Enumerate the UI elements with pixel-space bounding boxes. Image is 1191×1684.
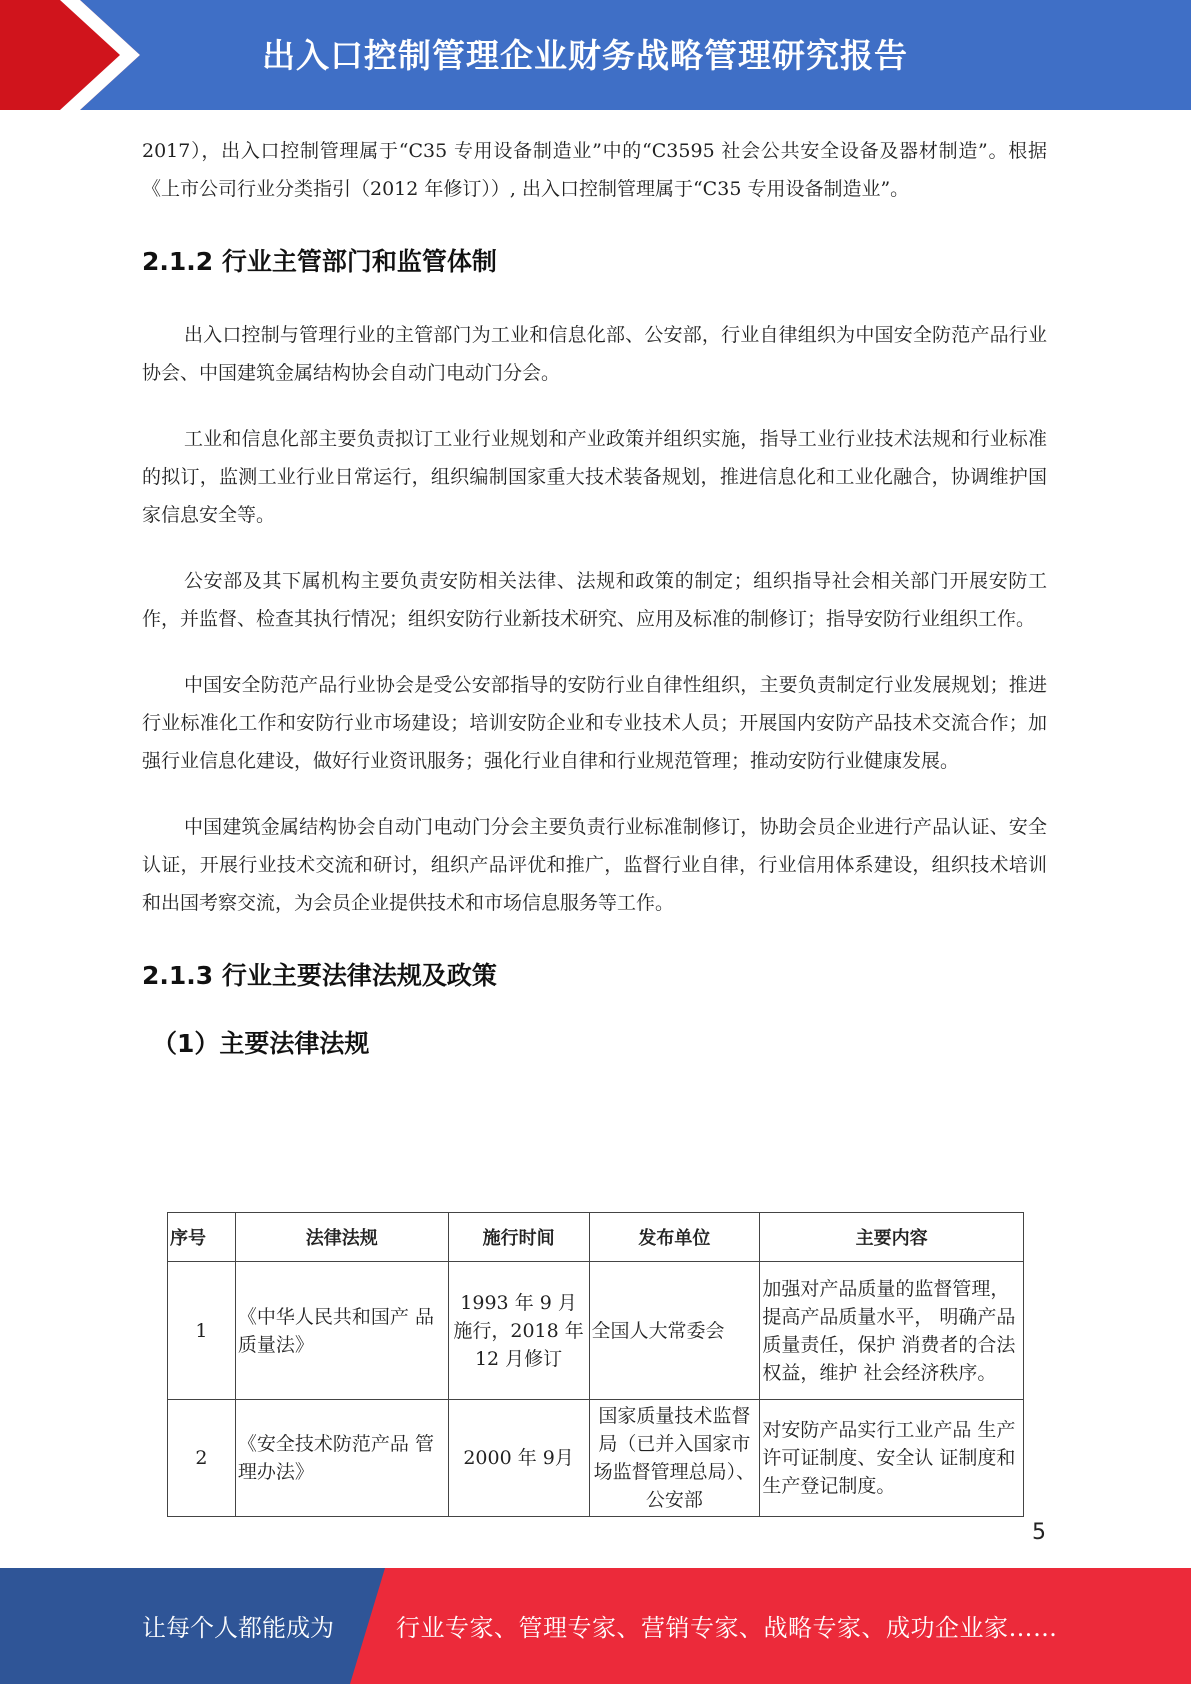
subsection-heading: （1）主要法律法规 <box>152 1029 370 1058</box>
table-cell: 2 <box>168 1400 236 1517</box>
main-content <box>142 132 1047 1064</box>
page-header <box>0 0 1191 110</box>
table-cell: 《安全技术防范产品 管理办法》 <box>235 1400 448 1517</box>
table-cell: 对安防产品实行工业产品 生产许可证制度、安全认 证制度和生产登记制度。 <box>760 1400 1024 1517</box>
table-cell: 2000 年 9月 <box>448 1400 589 1517</box>
section-heading-2-1-3: 2.1.3 行业主要法律法规及政策 <box>142 961 497 990</box>
paragraph: 中国建筑金属结构协会自动门电动门分会主要负责行业标准制修订，协助会员企业进行产品认证、安全认证，开展行业技术交流和研讨，组织产品评优和推广，监督行业自律，行业信用体系建设，组织技术培训和出国考察交流，为会员企业提供技术和市场信息服务等工作。 <box>142 816 1047 914</box>
footer-slogan-right: 行业专家、管理专家、营销专家、战略专家、成功企业家…… <box>396 1614 1058 1642</box>
table-row <box>168 1262 1024 1400</box>
column-header: 序号 <box>168 1213 236 1262</box>
paragraph: 中国安全防范产品行业协会是受公安部指导的安防行业自律性组织，主要负责制定行业发展规划；推进行业标准化工作和安防行业市场建设；培训安防企业和专业技术人员；开展国内安防产品技术交流合作；加强行业信息化建设，做好行业资讯服务；强化行业自律和行业规范管理；推动安防行业健康发展。 <box>142 674 1047 772</box>
paragraph: 出入口控制与管理行业的主管部门为工业和信息化部、公安部，行业自律组织为中国安全防范产品行业协会、中国建筑金属结构协会自动门电动门分会。 <box>142 324 1047 384</box>
table-cell: 《中华人民共和国产 品质量法》 <box>235 1262 448 1400</box>
table-cell: 1993 年 9 月 施行，2018 年 12 月修订 <box>448 1262 589 1400</box>
column-header: 发布单位 <box>589 1213 760 1262</box>
table-header-row <box>168 1213 1024 1262</box>
section-heading-2-1-2: 2.1.2 行业主管部门和监管体制 <box>142 247 497 276</box>
intro-paragraph: 2017），出入口控制管理属于“C35 专用设备制造业”中的“C3595 社会公共安全设备及器材制造”。根据《上市公司行业分类指引（2012 年修订））, 出入口控制管理属于“C35 专用设备制造业”。 <box>142 140 1047 200</box>
footer-slogan-left: 让每个人都能成为 <box>142 1614 334 1642</box>
report-title: 出入口控制管理企业财务战略管理研究报告 <box>262 36 908 75</box>
header-red-arrow <box>0 0 150 110</box>
laws-table <box>167 1212 1024 1517</box>
paragraph: 公安部及其下属机构主要负责安防相关法律、法规和政策的制定；组织指导社会相关部门开展安防工作，并监督、检查其执行情况；组织安防行业新技术研究、应用及标准的制修订；指导安防行业组织工作。 <box>142 570 1047 630</box>
column-header: 主要内容 <box>760 1213 1024 1262</box>
page-number: 5 <box>1032 1520 1046 1545</box>
column-header: 施行时间 <box>448 1213 589 1262</box>
paragraph: 工业和信息化部主要负责拟订工业行业规划和产业政策并组织实施，指导工业行业技术法规和行业标准的拟订，监测工业行业日常运行，组织编制国家重大技术装备规划，推进信息化和工业化融合，协调维护国家信息安全等。 <box>142 428 1047 526</box>
table-cell: 加强对产品质量的监督管理，提高产品质量水平， 明确产品质量责任，保护 消费者的合法权益，维护 社会经济秩序。 <box>760 1262 1024 1400</box>
page-footer <box>0 1568 1191 1684</box>
table-cell: 国家质量技术监督局（已并入国家市场监督管理总局）、公安部 <box>589 1400 760 1517</box>
column-header: 法律法规 <box>235 1213 448 1262</box>
table-cell: 全国人大常委会 <box>589 1262 760 1400</box>
table-row <box>168 1400 1024 1517</box>
table-cell: 1 <box>168 1262 236 1400</box>
